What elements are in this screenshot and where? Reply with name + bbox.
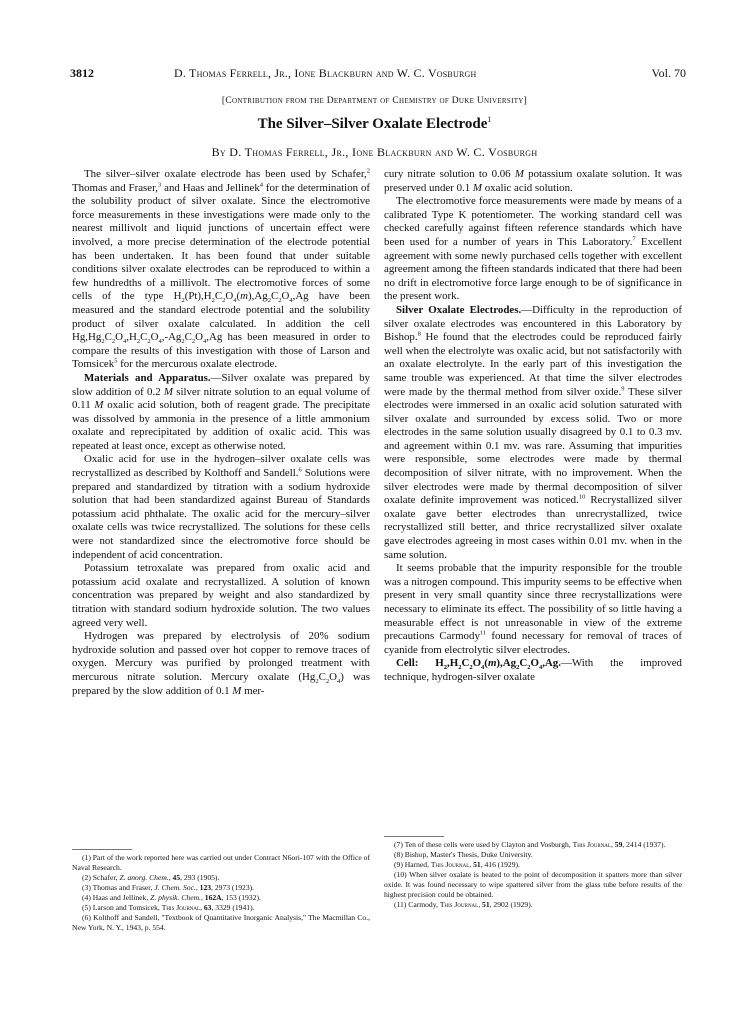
footnote: (2) Schafer, Z. anorg. Chem., 45, 293 (1905).: [82, 873, 220, 882]
paragraph: The electromotive force measurements were made by means of a calibrated Type K potentiometer. The working standard cell was checked carefully against fifteen reference standards which have been used for a number of years in This Laboratory.$^7$ Excellent agreement with some newly purchased cells together with excellent agreement among the fifteen standards indicated that there had been no drift in electromotive force large enough to be of significance in the present work.: [384, 195, 682, 303]
paragraph: cury nitrate solution to 0.06 M potassium oxalate solution. It was preserved under 0.1 M oxalic acid solution.: [384, 168, 682, 194]
footnote: (10) When silver oxalate is heated to the point of decomposition it spatters more than silver oxide. It was found necessary to wipe spattered silver from the glass tube before results of the highest precision could be obtained.: [384, 870, 682, 899]
footnote: (1) Part of the work reported here was carried out under Contract N6ori-107 with the Office of Naval Research.: [72, 853, 370, 872]
footnote-rule-left: [72, 849, 132, 850]
footnote: (7) Ten of these cells were used by Clayton and Vosburgh, This Journal, 59, 2414 (1937).: [394, 840, 666, 849]
footnotes-right: [384, 840, 682, 910]
article-byline: By D. Thomas Ferrell, Jr., Ione Blackburn and W. C. Vosburgh: [211, 145, 538, 159]
right-column: [384, 168, 682, 685]
paragraph: Materials and Apparatus.—Silver oxalate was prepared by slow addition of 0.2 M silver nitrate solution to an equal volume of 0.11 M oxalic acid solution, both of reagent grade. The precipitate was dissolved by ammonia in the presence of a little ammonium oxalate and reprecipitated by addition of oxalic acid. This was repeated at least once, except as otherwise noted.: [72, 371, 371, 452]
volume-label: Vol. 70: [651, 66, 686, 80]
footnote: (8) Bishop, Master's Thesis, Duke University.: [394, 850, 533, 859]
footnote-rule-right: [384, 836, 444, 837]
paragraph: The silver–silver oxalate electrode has been used by Schafer,$^2$ Thomas and Fraser,$^3$ and Haas and Jellinek$^4$ for the determination of the solubility product of silver oxalate. Since the electromotive force measurements in these investigations were made only to the nearest millivolt and liquid junctions of uncertain effect were involved, a more precise determination of the electrode potential has been undertaken. It has been found that under suitable conditions silver oxalate electrodes can be reproduced to within a few hundredths of a millivolt. The electromotive forces of some cells of the type $H_2(Pt),H_2C_2O_4(m),Ag_2C_2O_4,Ag$ have been measured and the standard electrode potential and the solubility product of silver oxalate calculated. In addition the cell $Hg,Hg_2C_2O_4,H_2C_2O_4,-Ag_2C_2O_4,Ag$ has been measured in order to compare the results of this investigation with those of Larson and Tomsicek$^5$ for the mercurous oxalate electrode.: [72, 167, 371, 371]
footnote: (5) Larson and Tomsicek, This Journal, 63, 3329 (1941).: [82, 903, 255, 912]
footnote: (4) Haas and Jellinek, Z. physik. Chem., 162A, 153 (1932).: [82, 893, 261, 902]
paragraph: Oxalic acid for use in the hydrogen–silver oxalate cells was recrystallized as described by Kolthoff and Sandell.$^6$ Solutions were prepared and standardized by titration with a sodium hydroxide solution that had been standardized against Bureau of Standards potassium acid phthalate. The oxalic acid for the mercury–silver oxalate cells was twice recrystallized. The solutions for these cells were not standardized since the electromotive force should be independent of acid concentration.: [72, 453, 370, 561]
article-title: [0, 115, 749, 133]
paragraph: Potassium tetroxalate was prepared from oxalic acid and potassium acid oxalate and recrystallized. A solution of known concentration was prepared by weight and also standardized by titration with standard sodium hydroxide solution. The two values agreed very well.: [72, 562, 370, 629]
page-number: 3812: [70, 66, 94, 80]
running-head-authors: D. Thomas Ferrell, Jr., Ione Blackburn and W. C. Vosburgh: [174, 66, 477, 80]
footnote: (6) Kolthoff and Sandell, "Textbook of Quantitative Inorganic Analysis," The Macmillan Co., New York, N. Y., 1943, p. 554.: [72, 913, 370, 932]
footnote: (9) Harned, This Journal, 51, 416 (1929).: [394, 860, 520, 869]
left-column: [72, 168, 370, 698]
paragraph: Hydrogen was prepared by electrolysis of 20% sodium hydroxide solution and passed over hot copper to remove traces of oxygen. Mercury was purified by prolonged treatment with mercurous nitrate solution. Mercury oxalate $(Hg_2C_2O_4)$ was prepared by the slow addition of 0.1 M mer-: [72, 630, 370, 697]
footnotes-left: [72, 853, 370, 933]
contribution-line: [Contribution from the Department of Chemistry of Duke University]: [221, 96, 528, 106]
article-title-text: The Silver–Silver Oxalate Electrode: [257, 116, 488, 132]
paragraph: It seems probable that the impurity responsible for the trouble was a nitrogen compound. This impurity seems to be effective when present in very small quantity since three recrystallizations were necessary to eliminate its effect. The possibility of so little having a measurable effect is not unreasonable in view of the extreme precautions Carmody$^{11}$ found necessary for removal of traces of cyanide from electrolytic silver electrodes.: [384, 562, 683, 656]
footnote: (3) Thomas and Fraser, J. Chem. Soc., 123, 2973 (1923).: [82, 883, 255, 892]
paragraph: Silver Oxalate Electrodes.—Difficulty in the reproduction of silver oxalate electrodes was encountered in this Laboratory by Bishop.$^8$ He found that the electrodes could be reproduced fairly well when the electrolyte was oxalic acid, but not satisfactorily with an oxalate electrolyte. In the early part of this investigation the same trouble was experienced. At that time the silver electrodes were made by the thermal method from silver oxide.$^9$ These silver electrodes were immersed in an oxalic acid solution saturated with silver oxalate and surrounded by excess solid. Two or more electrodes in the same solution usually disagreed by 0.1 to 0.3 mv. and agreement within 0.1 mv. was rare. Assuming that impurities were responsible, some electrodes were made by thermal decomposition of silver nitrate, with no improvement. When the silver electrodes were made by thermal decomposition of silver oxalate definite improvement was noticed.$^{10}$ Recrystallized silver oxalate gave better electrodes than unrecrystallized, twice recrystallized still better, and thrice recrystallized silver oxalate gave electrodes agreeing in most cases within 0.01 mv. when in the same solution.: [384, 303, 683, 561]
paragraph: Cell: $H_2,H_2C_2O_4(m),Ag_2C_2O_4,Ag.—With$ the improved technique, hydrogen-silver oxalate: [384, 657, 682, 683]
running-header: [70, 66, 686, 82]
title-footnote-mark: 1: [487, 115, 492, 124]
footnote: (11) Carmody, This Journal, 51, 2902 (1929).: [394, 900, 533, 909]
